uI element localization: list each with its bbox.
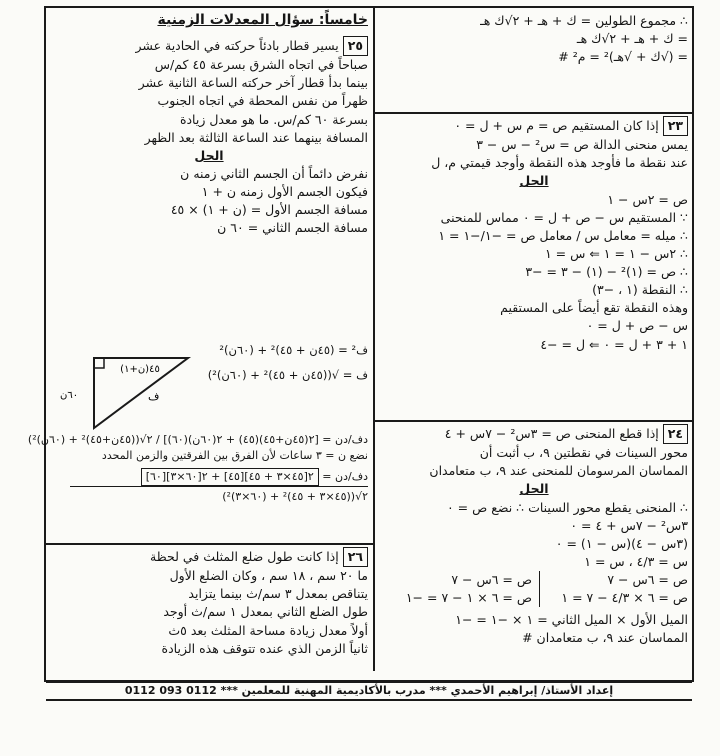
q26-line-6: ثانياً الزمن الذي عنده تتوقف هذه الزيادة bbox=[161, 640, 368, 656]
q23-step-1: ص = ٢س − ١ bbox=[607, 191, 688, 207]
right-column bbox=[380, 12, 688, 66]
q26-number: ٢٦ bbox=[343, 547, 368, 567]
q24-line-1: ٢٤إذا قطع المنحنى ص = ٣س² − ٧س + ٤ bbox=[380, 424, 688, 444]
q24-left-branch: ص = ٦س − ٧ ص = ٦ × ١ − ٧ = −١ bbox=[405, 572, 532, 606]
column-divider bbox=[373, 8, 375, 671]
triangle-hyp-label: ف bbox=[148, 390, 160, 403]
q23-line-2: يمس منحنى الدالة ص = س² − س − ٣ bbox=[476, 137, 688, 153]
q24-right-branch: ص = ٦س − ٧ ص = ٦ × ٤/٣ − ٧ = ١ bbox=[539, 571, 688, 607]
q25-step-5: ف² = (٤٥ن + ٤٥)² + (٦٠ن)² bbox=[219, 343, 368, 357]
q24-final: المماسان عند ٩، ب متعامدان # bbox=[522, 630, 688, 646]
footer-credit: إعداد الأستاذ/ إبراهيم الأحمدي *** مدرب بالأكاديمية المهنية للمعلمين *** 0112 093 0112 bbox=[46, 681, 692, 701]
q24-number: ٢٤ bbox=[663, 424, 688, 444]
q26-line-3: يتناقص بمعدل ٣ سم/ث بينما يتزايد bbox=[188, 586, 368, 602]
q25-line-5: بسرعة ٦٠ كم/س. ما هو معدل زيادة bbox=[179, 111, 368, 127]
q25-step-2: فيكون الجسم الأول زمنه ن + ١ bbox=[201, 184, 368, 199]
q26-line-2: ما ٢٠ سم ، ١٨ سم ، وكان الضلع الأول bbox=[169, 568, 368, 584]
q24-solution-label: الحل bbox=[519, 481, 549, 497]
q25-final-prefix: دف/دن = bbox=[322, 469, 368, 483]
q25-final-numerator: ٢[٤٥×٣ + ٤٥][٤٥] + ٢[٦٠×٣][٦٠] bbox=[141, 468, 319, 486]
q26-line-4: طول الضلع الثاني بمعدل ١ سم/ث أوجد bbox=[163, 604, 368, 620]
q25-derivative: دف/دن = [٢(٤٥ن+٤٥)(٤٥) + ٢(٦٠ن)(٦٠)] / ٢√((٤٥ن+٤٥)² + (٦٠ن)²) bbox=[27, 433, 368, 446]
q25-final-denominator: ٢√((٤٥×٣ + ٤٥)² + (٦٠×٣)²) bbox=[70, 486, 368, 505]
q26-line-1: ٢٦إذا كانت طول ضلع المثلث في لحظة bbox=[50, 547, 368, 567]
divider-q23 bbox=[375, 112, 693, 114]
q24-branches bbox=[380, 571, 688, 611]
q23-step-7: وهذه النقطة تقع أيضاً على المستقيم bbox=[500, 300, 688, 316]
q23-step-5: ∴ ص = (١)² − (١) − ٣ = −٣ bbox=[525, 264, 688, 279]
q23-line-1: ٢٣إذا كان المستقيم ص = م س + ل = ٠ bbox=[380, 116, 688, 136]
q26-line-5: أولاً معدل زيادة مساحة المثلث بعد ٥ث bbox=[168, 622, 368, 638]
q24-step-1: ∴ المنحنى يقطع محور السينات ∴ نضع ص = ٠ bbox=[446, 499, 688, 515]
q23-solution-label: الحل bbox=[519, 173, 549, 189]
proof-line-1: ∴ مجموع الطولين = ك + هـ + ٢√ك هـ bbox=[480, 13, 688, 28]
q25-note: نضع ن = ٣ ساعات لأن الفرق بين الفرقتين والزمن المحدد bbox=[101, 448, 368, 462]
q23-step-8: س − ص + ل = ٠ bbox=[586, 318, 688, 334]
divider-q26 bbox=[46, 543, 374, 545]
left-column-top bbox=[50, 10, 368, 30]
q25-final-row bbox=[50, 468, 368, 486]
q25-equations bbox=[200, 342, 368, 383]
q24-line-2: محور السينات في نقطتين ٩، ب أثبت أن bbox=[479, 445, 688, 461]
section-title: خامساً: سؤال المعدلات الزمنية bbox=[157, 12, 368, 28]
q23-line-3: عند نقطة ما فأوجد هذه النقطة وأوجد قيمتي م، ل bbox=[431, 155, 688, 171]
q24-conclusion: الميل الأول × الميل الثاني = ١ × −١ = −١ bbox=[455, 612, 688, 627]
q25-line-4: ظهراً من نفس المحطة في اتجاه الجنوب bbox=[157, 93, 368, 109]
q25-derivation bbox=[27, 432, 368, 505]
q24-line-3: المماسان المرسومان للمنحنى عند ٩، ب متعامدان bbox=[429, 463, 688, 479]
question-24 bbox=[380, 424, 688, 647]
q24-step-3: (٣س − ٤)(س − ١) = ٠ bbox=[555, 535, 688, 551]
q25-line-1: ٢٥يسير قطار بادئاً حركته في الحادية عشر bbox=[50, 36, 368, 56]
right-angle-mark bbox=[94, 358, 104, 368]
question-26 bbox=[50, 547, 368, 658]
q25-line-6: المسافة بينهما عند الساعة الثالثة بعد الظهر bbox=[144, 129, 368, 145]
triangle-diagram bbox=[58, 352, 198, 434]
q25-step-6: ف = √((٤٥ن + ٤٥)² + (٦٠ن)²) bbox=[207, 367, 368, 382]
q23-step-2: ∵ المستقيم س − ص + ل = ٠ مماس للمنحنى bbox=[440, 209, 688, 225]
q23-step-6: ∴ النقطة (١ ، −٣) bbox=[592, 282, 688, 298]
q25-number: ٢٥ bbox=[343, 36, 368, 56]
q24-step-4: س = ٤/٣ ، س = ١ bbox=[584, 553, 688, 569]
q23-step-9: ١ + ٣ + ل = ٠ ⇐ ل = −٤ bbox=[540, 336, 688, 352]
q25-line-3: بينما بدأ قطار آخر حركته الساعة الثانية عشر bbox=[138, 75, 368, 91]
q23-step-3: ∴ ميله = معامل س / معامل ص = −١/−١ = ١ bbox=[438, 227, 688, 243]
triangle-top-label: (ن+١)٤٥ bbox=[120, 364, 160, 375]
proof-line-2: = ك + هـ + ٢√ك هـ bbox=[576, 31, 688, 47]
q25-line-2: صباحاً في اتجاه الشرق بسرعة ٤٥ كم/س bbox=[154, 57, 368, 73]
q23-number: ٢٣ bbox=[663, 116, 688, 136]
triangle-side-label: ٦٠ن bbox=[60, 390, 79, 401]
q24-step-2: ٣س² − ٧س + ٤ = ٠ bbox=[570, 517, 688, 533]
q25-step-4: مسافة الجسم الثاني = ٦٠ ن bbox=[217, 220, 368, 236]
q25-step-1: نفرض دائماً أن الجسم الثاني زمنه ن bbox=[180, 165, 368, 181]
proof-line-3: = (√ك + √هـ)² = م² # bbox=[558, 49, 688, 65]
question-23 bbox=[380, 116, 688, 354]
divider-q24 bbox=[375, 420, 693, 422]
q23-step-4: ∴ ٢س − ١ = ١ ⇐ س = ١ bbox=[544, 245, 688, 261]
q25-solution-label: الحل bbox=[194, 147, 224, 163]
q25-step-3: مسافة الجسم الأول = (ن + ١) × ٤٥ bbox=[170, 202, 368, 218]
question-25 bbox=[50, 36, 368, 237]
